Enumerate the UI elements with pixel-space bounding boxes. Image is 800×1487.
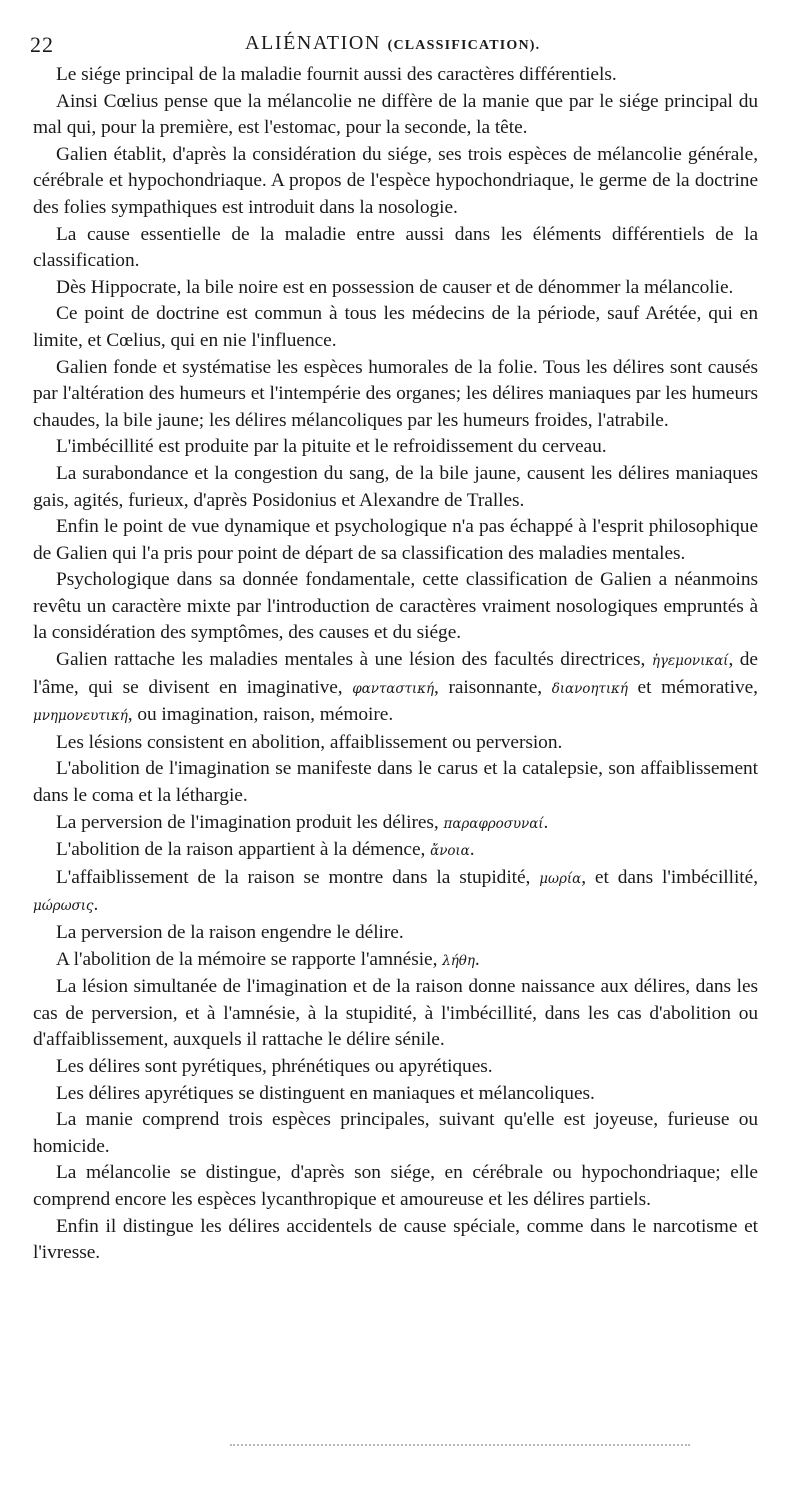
paragraph [33, 434, 758, 461]
paragraph-text: La lésion simultanée de l'imagination et de la raison donne naissance aux délires, dans les cas de perversion, et à l'amnésie, à la stupidité, à l'imbécillité, dans les cas d'abolition ou d'affaiblissement, auxquels il rattache le délire sénile. [33, 976, 758, 1051]
paragraph-text: Galien fonde et systématise les espèces humorales de la folie. Tous les délires sont causés par l'altération des humeurs et l'intempérie des organes; les délires maniaques par les humeurs chaudes, la bile jaune; les délires mélancoliques par les humeurs froides, l'atrabile. [33, 356, 758, 431]
paragraph-text: La cause essentielle de la maladie entre aussi dans les éléments différentiels de la classification. [33, 223, 758, 272]
paragraph-text: , ou imagination, raison, mémoire. [127, 704, 394, 726]
paragraph [33, 62, 758, 89]
paragraph-text: La perversion de l'imagination produit les délires, [56, 811, 444, 833]
paragraph-text: Enfin le point de vue dynamique et psychologique n'a pas échappé à l'esprit philosophique de Galien qui l'a pris pour point de départ de sa classification des maladies mentales. [33, 516, 758, 564]
greek-term: διανοητική [551, 680, 628, 697]
paragraph-text: L'imbécillité est produite par la pituite et le refroidissement du cerveau. [56, 436, 607, 458]
paragraph [33, 514, 758, 567]
paragraph [33, 837, 758, 865]
paragraph [33, 301, 758, 354]
body-text [33, 62, 758, 1267]
paragraph-text: Le siége principal de la maladie fournit aussi des caractères différentiels. [56, 64, 617, 85]
running-head [30, 28, 760, 58]
paragraph-text: A l'abolition de la mémoire se rapporte l'amnésie, [56, 948, 443, 970]
paragraph-text: Ainsi Cœlius pense que la mélancolie ne diffère de la manie que par le siége principal du mal qui, pour la première, est l'estomac, pour la seconde, la tête. [33, 90, 758, 139]
paragraph [33, 355, 758, 435]
scan-artifact [230, 1444, 690, 1450]
paragraph-text: La perversion de la raison engendre le délire. [56, 922, 404, 943]
paragraph [33, 756, 758, 809]
paragraph [33, 647, 758, 730]
paragraph-text: La mélancolie se distingue, d'après son siége, en cérébrale ou hypochondriaque; elle comprend encore les espèces lycanthropique et amoureuse et les délires partiels. [33, 1162, 758, 1210]
paragraph [33, 730, 758, 757]
paragraph [33, 974, 758, 1054]
paragraph [33, 1081, 758, 1108]
greek-term: φανταστική [352, 680, 435, 697]
paragraph [33, 461, 758, 514]
paragraph-text: . [93, 894, 99, 916]
paragraph-text: Dès Hippocrate, la bile noire est en possession de causer et de dénommer la mélancolie. [56, 276, 734, 298]
greek-term: ἄνοια [430, 843, 470, 860]
paragraph [33, 142, 758, 222]
paragraph-text: , et dans l'imbécillité, [581, 866, 758, 888]
greek-term: μωρία [539, 870, 582, 887]
greek-term: λήθη [442, 952, 475, 969]
paragraph-text: Galien rattache les maladies mentales à une lésion des facultés directrices, [56, 649, 652, 671]
paragraph-text: L'affaiblissement de la raison se montre dans la stupidité, [56, 866, 540, 888]
paragraph [33, 810, 758, 838]
paragraph-text: , raisonnante, [434, 676, 552, 698]
running-title-sub: (CLASSIFICATION). [387, 38, 541, 53]
greek-term: ἡγεμονικαί [651, 653, 729, 670]
paragraph [33, 1107, 758, 1160]
paragraph-text: La manie comprend trois espèces principales, suivant qu'elle est joyeuse, furieuse ou homicide. [33, 1109, 758, 1157]
paragraph-text: Ce point de doctrine est commun à tous les médecins de la période, sauf Arétée, qui en limite, et Cœlius, qui en nie l'influence. [33, 303, 758, 351]
paragraph [33, 865, 758, 920]
paragraph [33, 920, 758, 947]
paragraph-text: Les délires sont pyrétiques, phrénétiques ou apyrétiques. [56, 1055, 493, 1077]
paragraph-text: Les délires apyrétiques se distinguent en maniaques et mélancoliques. [56, 1082, 595, 1104]
paragraph-text: Psychologique dans sa donnée fondamentale, cette classification de Galien a néanmoins revêtu un caractère mixte par l'introduction de caractères vraiment nosologiques empruntés à la considération des symptômes, des causes et du siége. [33, 569, 758, 644]
running-title [245, 32, 540, 55]
paragraph-text: . [543, 811, 549, 833]
paragraph [33, 1214, 758, 1267]
paragraph-text: L'abolition de la raison appartient à la démence, [56, 839, 431, 861]
paragraph [33, 1160, 758, 1213]
paragraph [33, 1054, 758, 1081]
paragraph [33, 89, 758, 142]
greek-term: παραφροσυναί [443, 815, 544, 832]
paragraph-text: L'abolition de l'imagination se manifeste dans le carus et la catalepsie, son affaiblissement dans le coma et la léthargie. [33, 758, 758, 807]
paragraph-text: La surabondance et la congestion du sang, de la bile jaune, causent les délires maniaques gais, agités, furieux, d'après Posidonius et Alexandre de Tralles. [33, 462, 758, 511]
greek-term: μώρωσις [33, 898, 94, 915]
paragraph [33, 222, 758, 275]
page-number: 22 [30, 32, 54, 57]
paragraph-text: , de l'âme, qui se divisent en imaginative, [33, 649, 758, 698]
paragraph-text: . [474, 948, 480, 970]
running-title-main: ALIÉNATION [245, 32, 381, 54]
paragraph-text: . [469, 839, 475, 861]
paragraph [33, 567, 758, 647]
paragraph [33, 947, 758, 975]
paragraph-text: Enfin il distingue les délires accidentels de cause spéciale, comme dans le narcotisme et l'ivresse. [33, 1215, 758, 1264]
greek-term: μνημονευτική [33, 708, 128, 725]
paragraph [33, 275, 758, 302]
paragraph-text: Galien établit, d'après la considération du siége, ses trois espèces de mélancolie générale, cérébrale et hypochondriaque. A propos de l'espèce hypochondriaque, le germe de la doctrine des folies sympathiques est introduit dans la nosologie. [33, 143, 758, 218]
paragraph-text: et mémorative, [627, 676, 758, 698]
paragraph-text: Les lésions consistent en abolition, affaiblissement ou perversion. [56, 731, 563, 753]
